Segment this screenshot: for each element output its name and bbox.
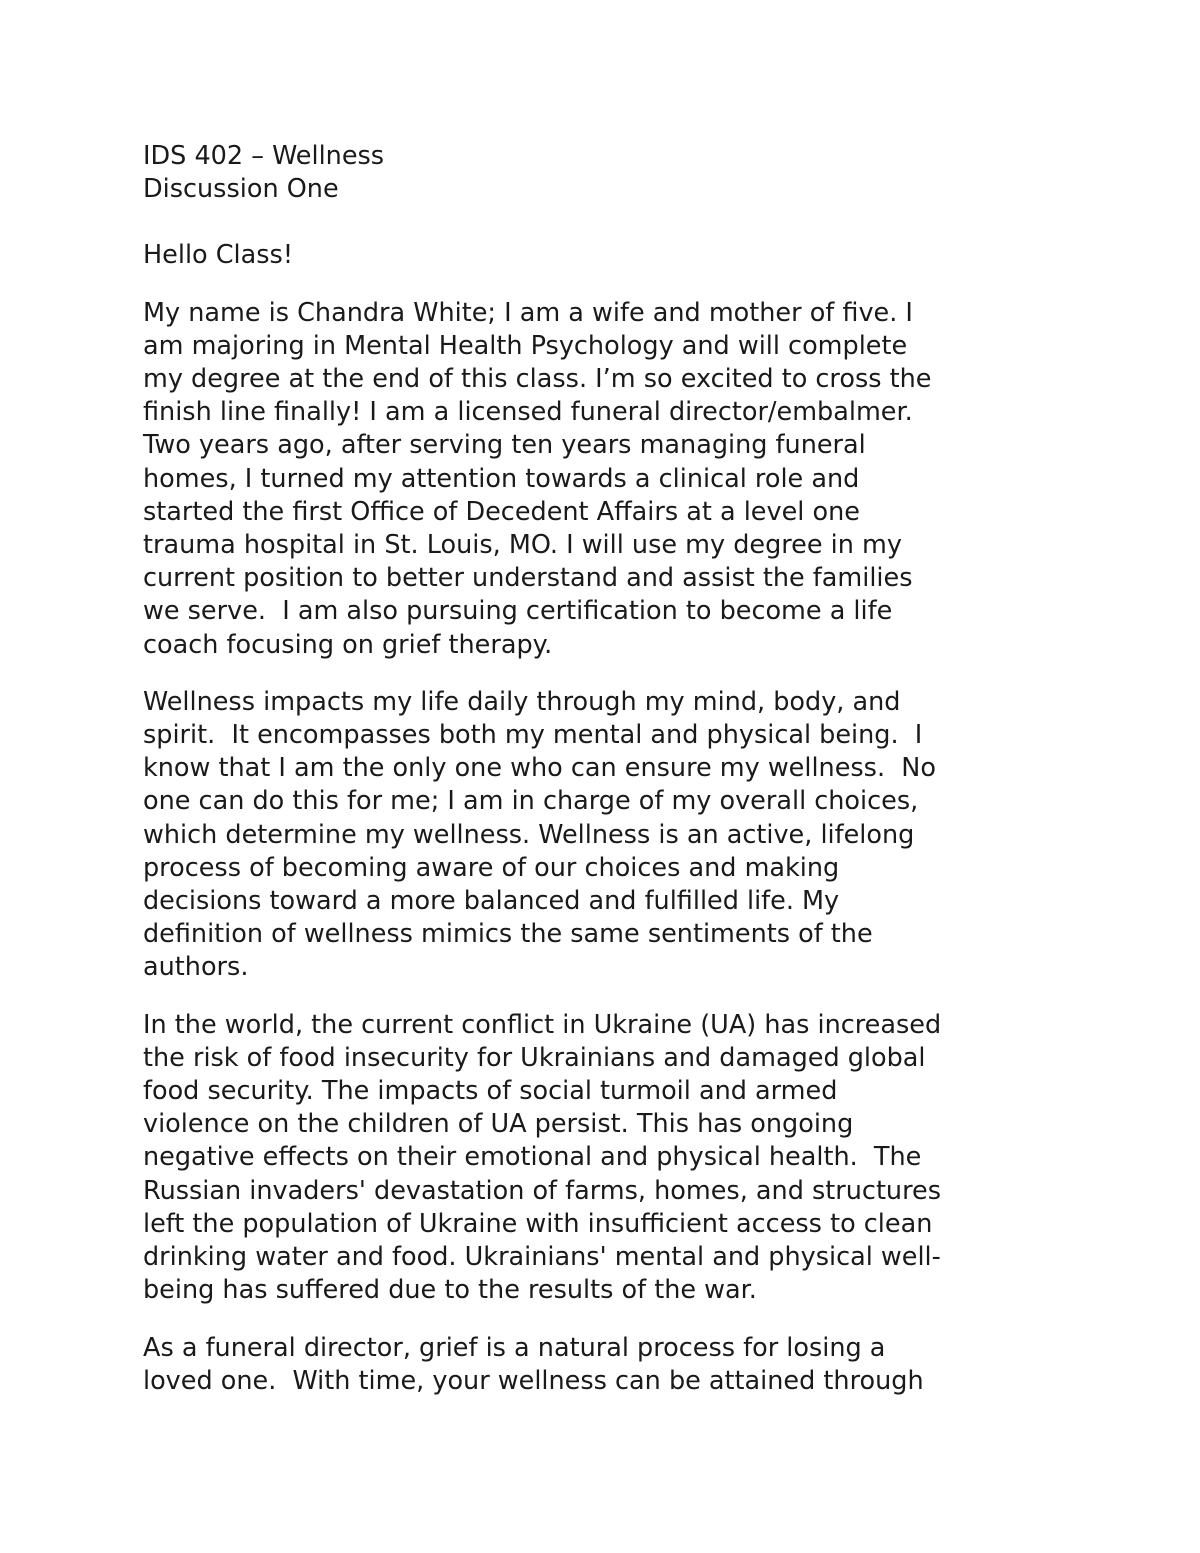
paragraph-line: know that I am the only one who can ensure my wellness. No <box>143 753 936 784</box>
paragraph-world <box>143 1009 1063 1308</box>
paragraph-line: trauma hospital in St. Louis, MO. I will use my degree in my <box>143 530 902 561</box>
paragraph-line: finish line finally! I am a licensed funeral director/embalmer. <box>143 397 913 428</box>
paragraph-line: homes, I turned my attention towards a clinical role and <box>143 463 860 494</box>
greeting <box>143 239 1063 272</box>
paragraph-line: started the first Office of Decedent Affairs at a level one <box>143 496 860 527</box>
document-body <box>143 140 1063 1398</box>
paragraph-line: coach focusing on grief therapy. <box>143 629 553 660</box>
paragraph-line: violence on the children of UA persist. This has ongoing <box>143 1109 854 1140</box>
course-title: IDS 402 – Wellness <box>143 141 385 171</box>
paragraph-line: negative effects on their emotional and physical health. The <box>143 1142 922 1173</box>
paragraph-line: loved one. With time, your wellness can be attained through <box>143 1365 924 1396</box>
paragraph-line: am majoring in Mental Health Psychology and will complete <box>143 330 908 361</box>
paragraph-grief <box>143 1332 1063 1398</box>
paragraph-intro <box>143 297 1063 662</box>
paragraph-line: decisions toward a more balanced and fulfilled life. My <box>143 886 840 917</box>
paragraph-line: Wellness impacts my life daily through my mind, body, and <box>143 686 901 717</box>
paragraph-line: we serve. I am also pursuing certification to become a life <box>143 596 893 627</box>
paragraph-line: current position to better understand and assist the families <box>143 563 913 594</box>
paragraph-line: definition of wellness mimics the same sentiments of the <box>143 919 873 950</box>
paragraph-line: In the world, the current conflict in Ukraine (UA) has increased <box>143 1009 942 1040</box>
paragraph-line: My name is Chandra White; I am a wife and mother of five. I <box>143 297 913 328</box>
paragraph-line: drinking water and food. Ukrainians' mental and physical well- <box>143 1242 941 1273</box>
paragraph-line: the risk of food insecurity for Ukrainians and damaged global <box>143 1042 926 1073</box>
assignment-title: Discussion One <box>143 174 339 205</box>
paragraph-line: process of becoming aware of our choices and making <box>143 852 840 883</box>
paragraph-wellness <box>143 686 1063 985</box>
document-header <box>143 140 1063 206</box>
paragraph-line: which determine my wellness. Wellness is an active, lifelong <box>143 819 915 850</box>
paragraph-line: my degree at the end of this class. I’m so excited to cross the <box>143 364 932 395</box>
paragraph-line: Russian invaders' devastation of farms, homes, and structures <box>143 1175 941 1206</box>
paragraph-line: being has suffered due to the results of the war. <box>143 1275 757 1306</box>
greeting-text: Hello Class! <box>143 240 294 271</box>
paragraph-line: spirit. It encompasses both my mental and physical being. I <box>143 720 923 751</box>
paragraph-line: one can do this for me; I am in charge of my overall choices, <box>143 786 919 817</box>
paragraph-line: authors. <box>143 952 249 983</box>
paragraph-line: As a funeral director, grief is a natural process for losing a <box>143 1332 886 1363</box>
paragraph-line: left the population of Ukraine with insufficient access to clean <box>143 1208 933 1239</box>
paragraph-line: food security. The impacts of social turmoil and armed <box>143 1076 838 1107</box>
paragraph-line: Two years ago, after serving ten years managing funeral <box>143 430 866 461</box>
